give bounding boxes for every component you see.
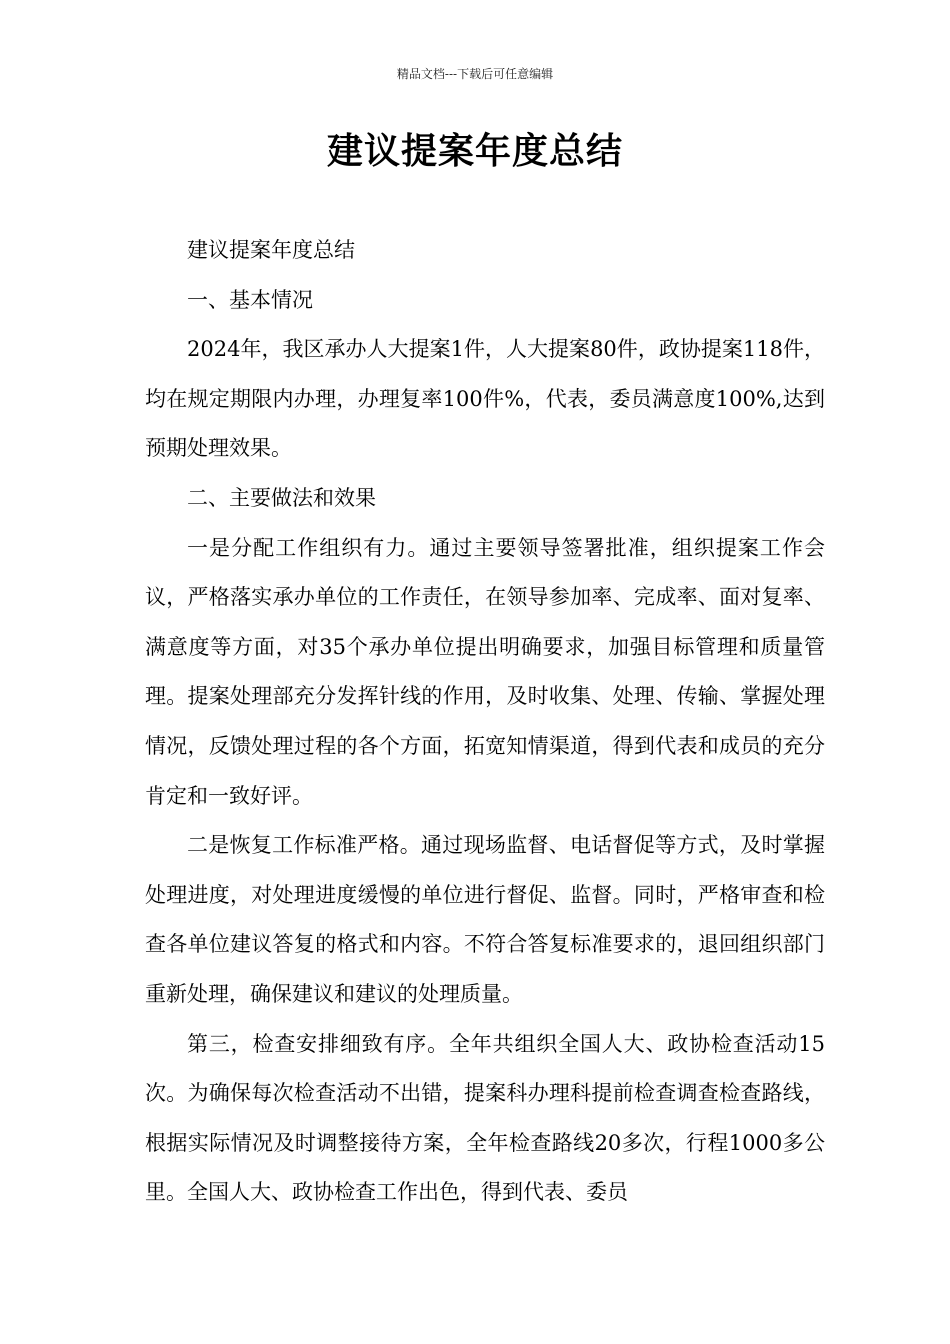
- paragraph-point-one: 一是分配工作组织有力。通过主要领导签署批准，组织提案工作会议，严格落实承办单位的工作责任，在领导参加率、完成率、面对复率、满意度等方面，对35个承办单位提出明确要求，加强目标管理和质量管理。提案处理部充分发挥针线的作用，及时收集、处理、传输、掌握处理情况，反馈处理过程的各个方面，拓宽知情渠道，得到代表和成员的充分肯定和一致好评。: [145, 535, 825, 808]
- document-title: 建议提案年度总结: [326, 131, 623, 172]
- paragraph-heading-methods: 二、主要做法和效果: [187, 485, 376, 510]
- paragraph-point-two: 二是恢复工作标准严格。通过现场监督、电话督促等方式，及时掌握处理进度，对处理进度缓慢的单位进行督促、监督。同时，严格审查和检查各单位建议答复的格式和内容。不符合答复标准要求的，退回组织部门重新处理，确保建议和建议的处理质量。: [145, 833, 825, 1006]
- paragraph-subtitle: 建议提案年度总结: [187, 238, 355, 262]
- document-body: [145, 226, 825, 1218]
- paragraph-heading-basic: 一、基本情况: [187, 287, 313, 312]
- paragraph-basic-info: 2024年，我区承办人大提案1件，人大提案80件，政协提案118件，均在规定期限内办理，办理复率100件%，代表，委员满意度100%,达到预期处理效果。: [145, 337, 825, 461]
- paragraph-point-three: 第三，检查安排细致有序。全年共组织全国人大、政协检查活动15次。为确保每次检查活动不出错，提案科办理科提前检查调查检查路线，根据实际情况及时调整接待方案，全年检查路线20多次，行程1000多公里。全国人大、政协检查工作出色，得到代表、委员: [145, 1031, 825, 1205]
- header-note: 精品文档---下载后可任意编辑: [396, 67, 554, 81]
